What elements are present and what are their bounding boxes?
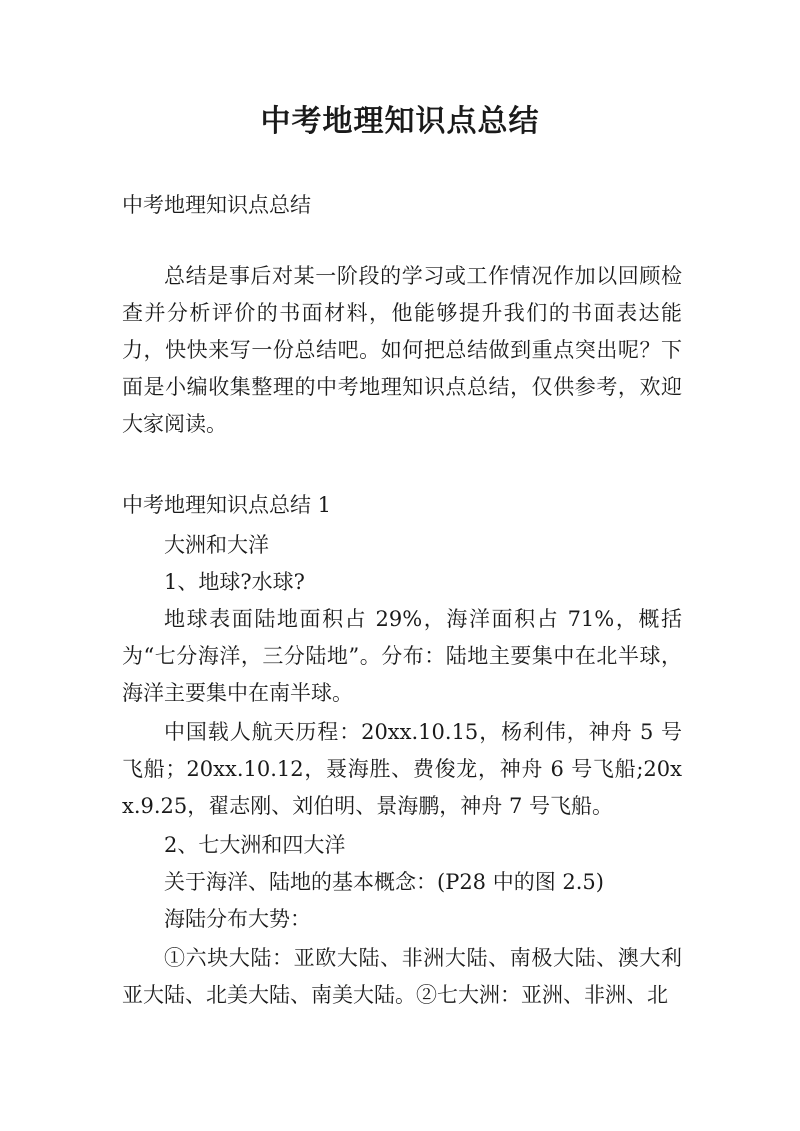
item-1-paragraph-land-ocean: 地球表面陆地面积占 29%，海洋面积占 71%，概括为“七分海洋，三分陆地”。分布：陆地主要集中在北半球，海洋主要集中在南半球。 — [122, 607, 682, 705]
section-heading: 中考地理知识点总结 1 — [122, 493, 332, 517]
item-1-heading: 1、地球?水球? — [164, 570, 305, 594]
item-2-heading: 2、七大洲和四大洋 — [164, 833, 346, 857]
document-subtitle: 中考地理知识点总结 — [122, 193, 311, 217]
intro-paragraph: 总结是事后对某一阶段的学习或工作情况作加以回顾检查并分析评价的书面材料，他能够提升我们的书面表达能力，快快来写一份总结吧。如何把总结做到重点突出呢？下面是小编收集整理的中考地理知识点总结，仅供参考，欢迎大家阅读。 — [122, 264, 682, 436]
topic-heading: 大洲和大洋 — [164, 533, 269, 557]
item-2-continents-paragraph: ①六块大陆：亚欧大陆、非洲大陆、南极大陆、澳大利亚大陆、北美大陆、南美大陆。②七大洲：亚洲、非洲、北 — [122, 946, 682, 1007]
item-2-concepts-line: 关于海洋、陆地的基本概念：(P28 中的图 2.5) — [164, 870, 604, 894]
item-1-paragraph-spaceflight: 中国载人航天历程：20xx.10.15，杨利伟，神舟 5 号飞船；20xx.10.12，聂海胜、费俊龙，神舟 6 号飞船;20xx.9.25，翟志刚、刘伯明、景海鹏，神舟 7 号飞船。 — [122, 720, 682, 818]
item-2-distribution-line: 海陆分布大势： — [164, 907, 311, 931]
document-title: 中考地理知识点总结 — [260, 104, 540, 139]
